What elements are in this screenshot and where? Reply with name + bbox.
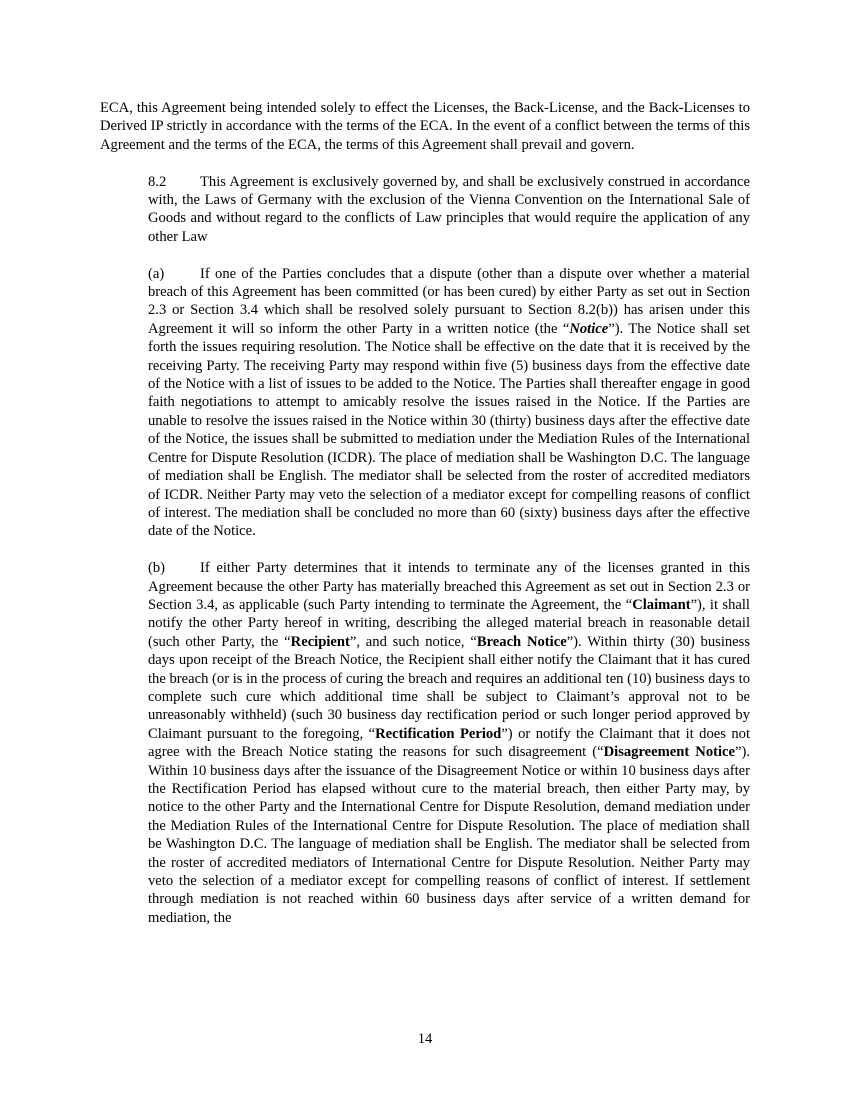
page-number: 14 (417, 1031, 433, 1047)
subsection-a-text-2: ”). The Notice shall set forth the issues requiring resolution. The Notice shall be effective on the date that it is received by the receiving Party. The receiving Party may respond within five (5) business days from the effective date of the Notice with a list of issues to be added to the Notice. The Parties shall thereafter engage in good faith negotiations to attempt to amicably resolve the issues raised in the Notice. If the Parties are unable to resolve the issues raised in the Notice within 30 (thirty) business days after the effective date of the Notice, the issues shall be submitted to mediation under the Mediation Rules of the International Centre for Dispute Resolution (ICDR). The place of mediation shall be Washington D.C. The language of mediation shall be English. The mediator shall be selected from the roster of accredited mediators of ICDR. Neither Party may veto the selection of a mediator except for compelling reasons of conflict of interest. The mediation shall be concluded no more than 60 (sixty) business days after the effective date of the Notice. (148, 320, 750, 540)
subsection-b-label: (b) (148, 560, 166, 577)
section-8-2-text: This Agreement is exclusively governed by, and shall be exclusively construed in accordance with, the Laws of Germany with the exclusion of the Vienna Convention on the International Sale of Goods and without regard to the conflicts of Law principles that would require the application of any other Law (148, 173, 750, 245)
subsection-a (100, 265, 750, 541)
subsection-b-text-1: If either Party determines that it intends to terminate any of the licenses granted in this Agreement because the other Party has materially breached this Agreement as set out in Section 2.3 or Section 3.4, as applicable (such Party intending to terminate the Agreement, the “ (148, 560, 750, 613)
subsection-b-text-6: ”). Within 10 business days after the issuance of the Disagreement Notice or within 10 business days after the Rectification Period has elapsed without cure to the material breach, then either Party may, by notice to the other Party and the International Centre for Dispute Resolution, demand mediation under the Mediation Rules of the International Centre for Dispute Resolution. The place of mediation shall be Washington D.C. The language of mediation shall be English. The mediator shall be selected from the roster of accredited mediators of International Centre for Dispute Resolution. Neither Party may veto the selection of a mediator except for compelling reasons of conflict of interest. If settlement through mediation is not reached within 60 business days after service of a written demand for mediation, the (148, 744, 750, 926)
defined-term-notice: Notice (569, 320, 609, 337)
paragraph-gap (100, 541, 750, 559)
paragraph-gap (100, 154, 750, 172)
defined-term-rectification-period: Rectification Period (375, 725, 502, 742)
subsection-b-text-2: ”), it shall notify the other Party hereof in writing, describing the alleged material breach in reasonable detail (such other Party, the “ (148, 596, 750, 650)
subsection-b-text-5: ”) or notify the Claimant that it does not agree with the Breach Notice stating the reasons for such disagreement (“ (148, 725, 750, 761)
section-8-2 (100, 173, 750, 247)
paragraph-intro (100, 99, 750, 154)
paragraph-intro-text: ECA, this Agreement being intended solely to effect the Licenses, the Back-License, and the Back-Licenses to Derived IP strictly in accordance with the terms of the ECA. In the event of a conflict between the terms of this Agreement and the terms of the ECA, the terms of this Agreement shall prevail and govern. (100, 100, 750, 153)
defined-term-claimant: Claimant (632, 596, 691, 613)
document-page (100, 99, 750, 927)
subsection-a-text-1: If one of the Parties concludes that a dispute (other than a dispute over whether a material breach of this Agreement has been committed (or has been cured) by either Party as set out in Section 2.3 or Section 3.4 which shall be resolved solely pursuant to Section 8.2(b)) has arisen under this Agreement it will so inform the other Party in a written notice (the “ (148, 265, 750, 337)
section-number: 8.2 (148, 173, 167, 190)
subsection-b-text-3: ”, and such notice, “ (349, 633, 477, 650)
defined-term-disagreement-notice: Disagreement Notice (603, 744, 735, 761)
defined-term-breach-notice: Breach Notice (476, 633, 567, 650)
subsection-b-text-4: ”). Within thirty (30) business days upon receipt of the Breach Notice, the Recipient shall either notify the Claimant that it has cured the breach (or is in the process of curing the breach and requires an additional ten (10) business days to complete such cure which additional time shall be subject to Claimant’s approval not to be unreasonably withheld) (such 30 business day rectification period or such longer period approved by Claimant pursuant to the foregoing, “ (148, 633, 751, 742)
defined-term-recipient: Recipient (290, 633, 350, 650)
subsection-b (100, 559, 750, 927)
subsection-a-label: (a) (148, 265, 165, 282)
paragraph-gap (100, 246, 750, 264)
